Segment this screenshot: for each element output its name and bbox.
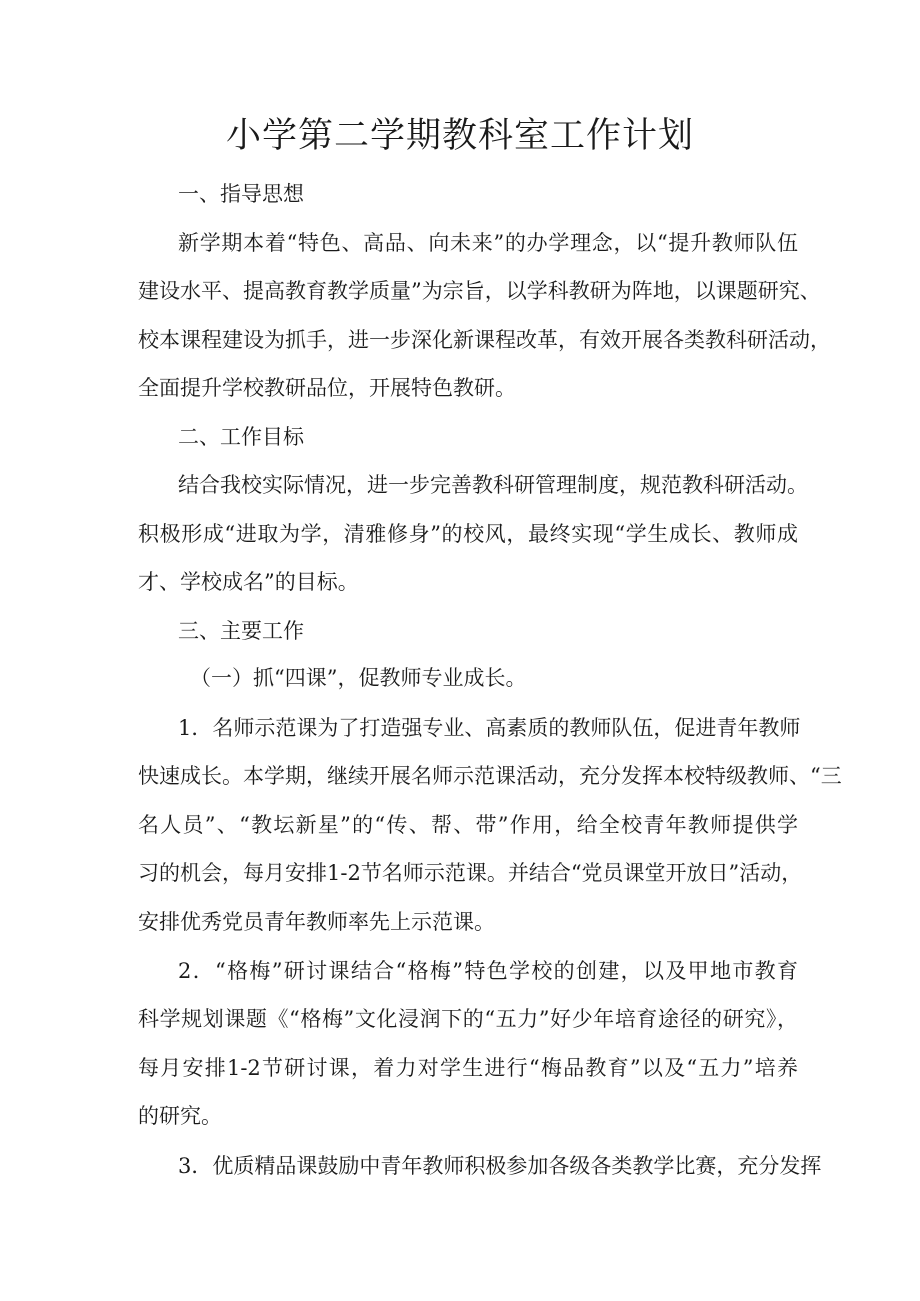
paragraph-line: 快速成长。本学期，继续开展名师示范课活动，充分发挥本校特级教师、“三 xyxy=(138,764,842,788)
paragraph-line: 建设水平、提高教育教学质量”为宗旨，以学科教研为阵地，以课题研究、 xyxy=(138,279,821,303)
paragraph-line: 每月安排1-2节研讨课，着力对学生进行“梅品教育”以及“五力”培养 xyxy=(138,1056,798,1080)
paragraph-line: 全面提升学校教研品位，开展特色教研。 xyxy=(138,376,516,400)
paragraph-line: 科学规划课题《“格梅”文化浸润下的“五力”好少年培育途径的研究》， xyxy=(138,1007,798,1031)
paragraph-line: 3．优质精品课鼓励中青年教师积极参加各级各类教学比赛，充分发挥 xyxy=(178,1154,822,1178)
paragraph-line: 校本课程建设为抓手，进一步深化新课程改革，有效开展各类教科研活动， xyxy=(138,328,831,352)
paragraph-line: 新学期本着“特色、高品、向未来”的办学理念，以“提升教师队伍 xyxy=(178,231,798,255)
paragraph-line: 名人员”、“教坛新星”的“传、帮、带”作用，给全校青年教师提供学 xyxy=(138,813,798,837)
paragraph-line: 2．“格梅”研讨课结合“格梅”特色学校的创建，以及甲地市教育 xyxy=(178,959,798,983)
section-heading-guiding-thought: 一、指导思想 xyxy=(178,182,304,206)
paragraph-line: 结合我校实际情况，进一步完善教科研管理制度，规范教科研活动。 xyxy=(178,473,808,497)
document-title: 小学第二学期教科室工作计划 xyxy=(225,116,694,156)
paragraph-line: 积极形成“进取为学，清雅修身”的校风，最终实现“学生成长、教师成 xyxy=(138,522,798,546)
subsection-heading: （一）抓“四课”，促教师专业成长。 xyxy=(190,666,527,690)
paragraph-line: 安排优秀党员青年教师率先上示范课。 xyxy=(138,910,495,934)
paragraph-line: 1．名师示范课为了打造强专业、高素质的教师队伍，促进青年教师 xyxy=(178,716,801,740)
section-heading-work-goals: 二、工作目标 xyxy=(178,425,304,449)
section-heading-main-work: 三、主要工作 xyxy=(178,619,304,643)
paragraph-line: 才、学校成名”的目标。 xyxy=(138,570,359,594)
paragraph-line: 习的机会，每月安排1-2节名师示范课。并结合“党员课堂开放日”活动， xyxy=(138,861,803,885)
paragraph-line: 的研究。 xyxy=(138,1104,222,1128)
